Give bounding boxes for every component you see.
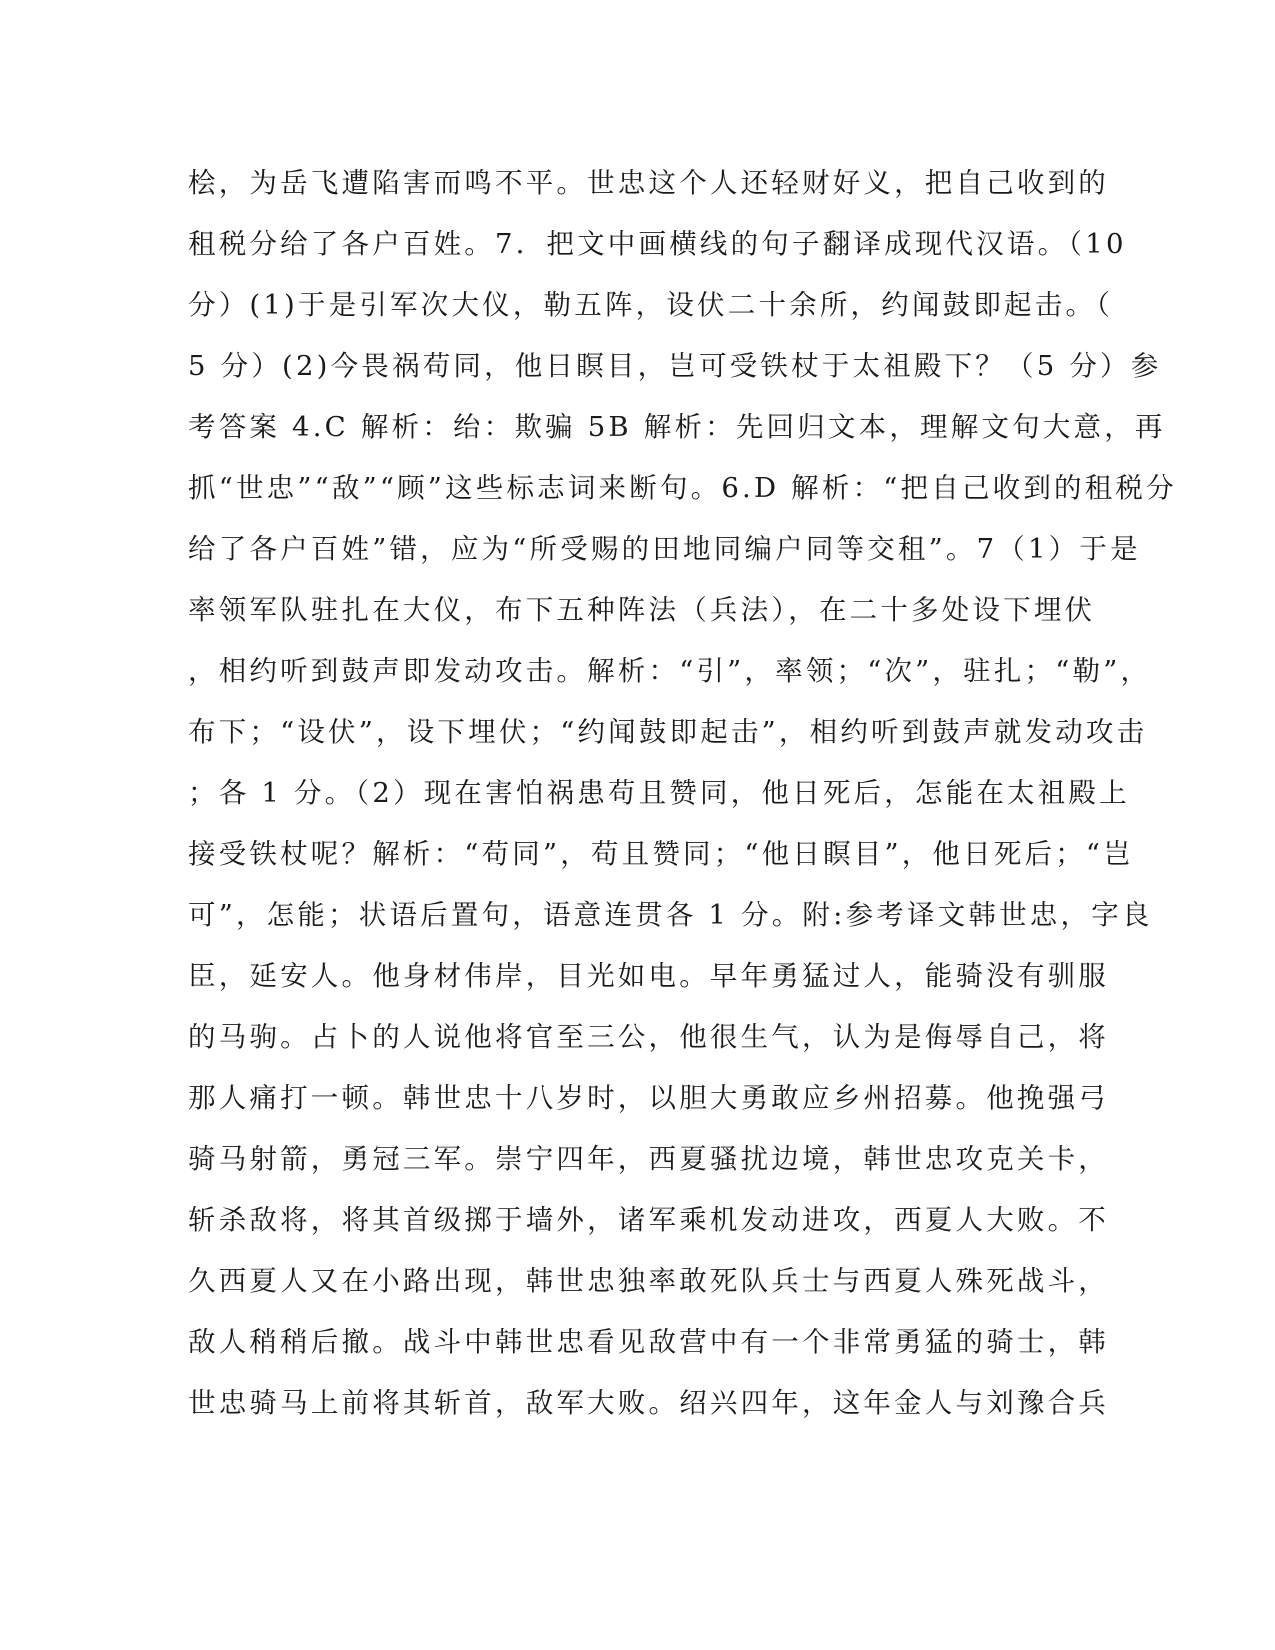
text-line: 抓“世忠”“敌”“顾”这些标志词来断句。6.D 解析：“把自己收到的租税分 [188,472,1177,504]
text-line: 骑马射箭，勇冠三军。崇宁四年，西夏骚扰边境，韩世忠攻克关卡， [188,1143,1109,1175]
text-line: 敌人稍稍后撤。战斗中韩世忠看见敌营中有一个非常勇猛的骑士，韩 [188,1326,1109,1358]
text-line: 那人痛打一顿。韩世忠十八岁时，以胆大勇敢应乡州招募。他挽强弓 [188,1082,1109,1114]
body-text [188,165,1177,1446]
text-line: ，相约听到鼓声即发动攻击。解析：“引”，率领；“次”，驻扎；“勒”， [188,655,1152,687]
text-line: 租税分给了各户百姓。7．把文中画横线的句子翻译成现代汉语。（10 [188,228,1127,260]
text-line: 率领军队驻扎在大仪，布下五种阵法（兵法），在二十多处设下埋伏 [188,594,1096,626]
text-line: 分）(1)于是引军次大仪，勒五阵，设伏二十余所，约闻鼓即起击。（ [188,289,1114,321]
text-line: 臣，延安人。他身材伟岸，目光如电。早年勇猛过人，能骑没有驯服 [188,960,1109,992]
text-line: 世忠骑马上前将其斩首，敌军大败。绍兴四年，这年金人与刘豫合兵 [188,1387,1109,1419]
text-line: 接受铁杖呢？解析：“苟同”，苟且赞同；“他日瞑目”，他日死后；“岂 [188,838,1134,870]
text-line: 的马驹。占卜的人说他将官至三公，他很生气，认为是侮辱自己，将 [188,1021,1109,1053]
text-line: 给了各户百姓”错，应为“所受赐的田地同编户同等交租”。7（1）于是 [188,533,1141,565]
text-line: 久西夏人又在小路出现，韩世忠独率敢死队兵士与西夏人殊死战斗， [188,1265,1109,1297]
text-line: 5 分）(2)今畏祸苟同，他日瞑目，岂可受铁杖于太祖殿下？（5 分）参 [188,350,1162,382]
text-line: 桧，为岳飞遭陷害而鸣不平。世忠这个人还轻财好义，把自己收到的 [188,167,1109,199]
text-line: 考答案 4.C 解析：绐：欺骗 5B 解析：先回归文本，理解文句大意，再 [188,411,1166,443]
text-line: 布下；“设伏”，设下埋伏；“约闻鼓即起击”，相约听到鼓声就发动攻击 [188,716,1148,748]
text-line: 斩杀敌将，将其首级掷于墙外，诸军乘机发动进攻，西夏人大败。不 [188,1204,1109,1236]
text-line: ；各 1 分。（2）现在害怕祸患苟且赞同，他日死后，怎能在太祖殿上 [188,777,1130,809]
text-line: 可”，怎能；状语后置句，语意连贯各 1 分。附:参考译文韩世忠，字良 [188,899,1153,931]
